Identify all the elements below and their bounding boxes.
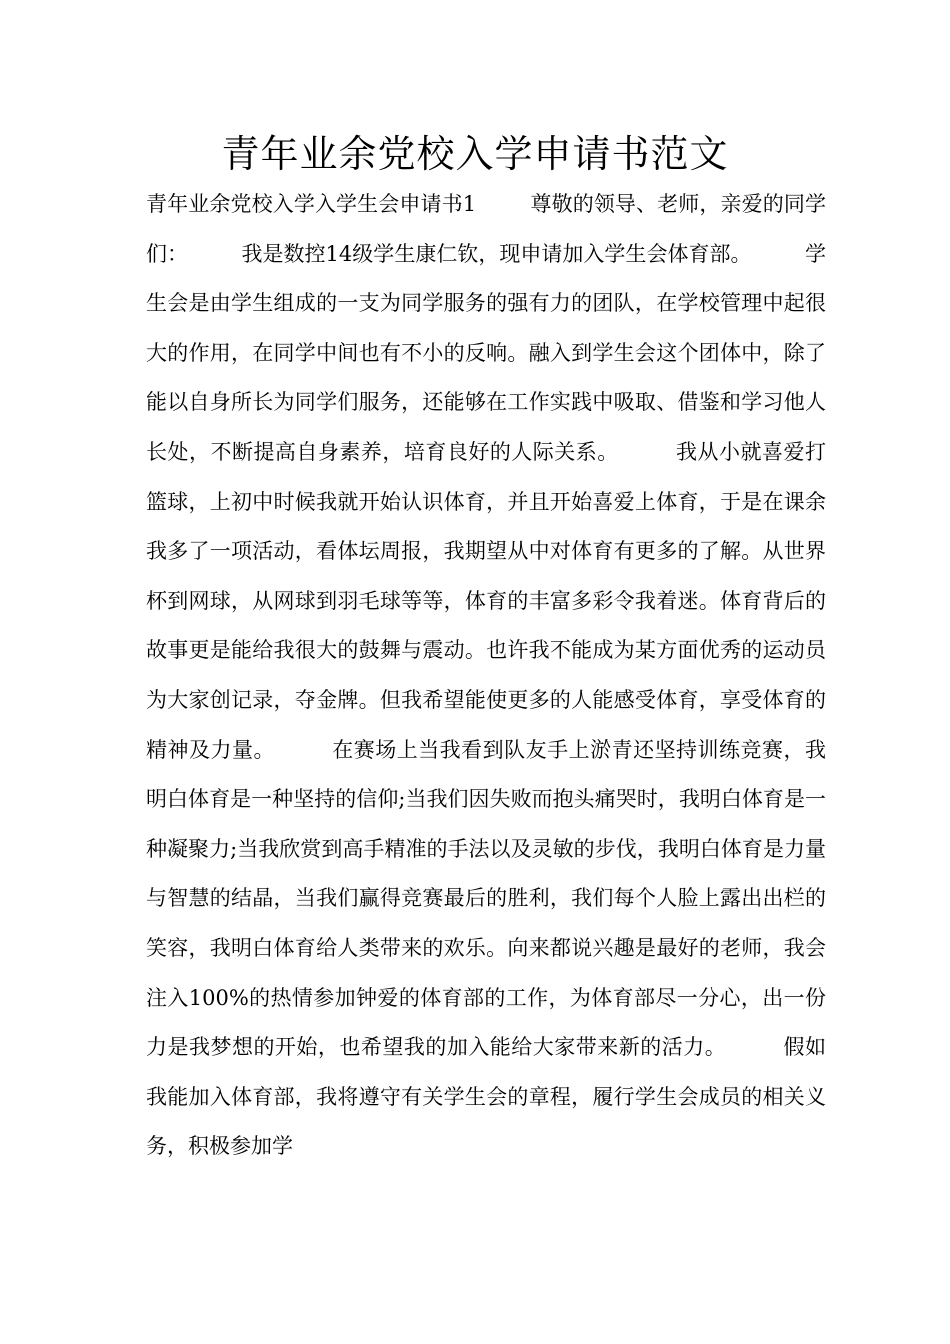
document-title: 青年业余党校入学申请书范文 bbox=[221, 132, 729, 176]
document-body: 青年业余党校入学入学生会申请书1 尊敬的领导、老师，亲爱的同学们： 我是数控14级学生康仁钦，现申请加入学生会体育部。 学生会是由学生组成的一支为同学服务的强有力的团队，在学校管理中起很大的作用，在同学中间也有不小的反响。融入到学生会这个团体中，除了能以自身所长为同学们服务，还能够在工作实践中吸取、借鉴和学习他人长处，不断提高自身素养，培育良好的人际关系。 我从小就喜爱打篮球，上初中时候我就开始认识体育，并且开始喜爱上体育，于是在课余我多了一项活动，看体坛周报，我期望从中对体育有更多的了解。从世界杯到网球，从网球到羽毛球等等，体育的丰富多彩令我着迷。体育背后的故事更是能给我很大的鼓舞与震动。也许我不能成为某方面优秀的运动员为大家创记录，夺金牌。但我希望能使更多的人能感受体育，享受体育的精神及力量。 在赛场上当我看到队友手上淤青还坚持训练竞赛，我明白体育是一种坚持的信仰;当我们因失败而抱头痛哭时，我明白体育是一种凝聚力;当我欣赏到高手精准的手法以及灵敏的步伐，我明白体育是力量与智慧的结晶，当我们赢得竞赛最后的胜利，我们每个人脸上露出出栏的笑容，我明白体育给人类带来的欢乐。向来都说兴趣是最好的老师，我会注入100%的热情参加钟爱的体育部的工作，为体育部尽一分心，出一份力是我梦想的开始，也希望我的加入能给大家带来新的活力。 假如我能加入体育部，我将遵守有关学生会的章程，履行学生会成员的相关义务，积极参加学 bbox=[146, 192, 826, 1159]
